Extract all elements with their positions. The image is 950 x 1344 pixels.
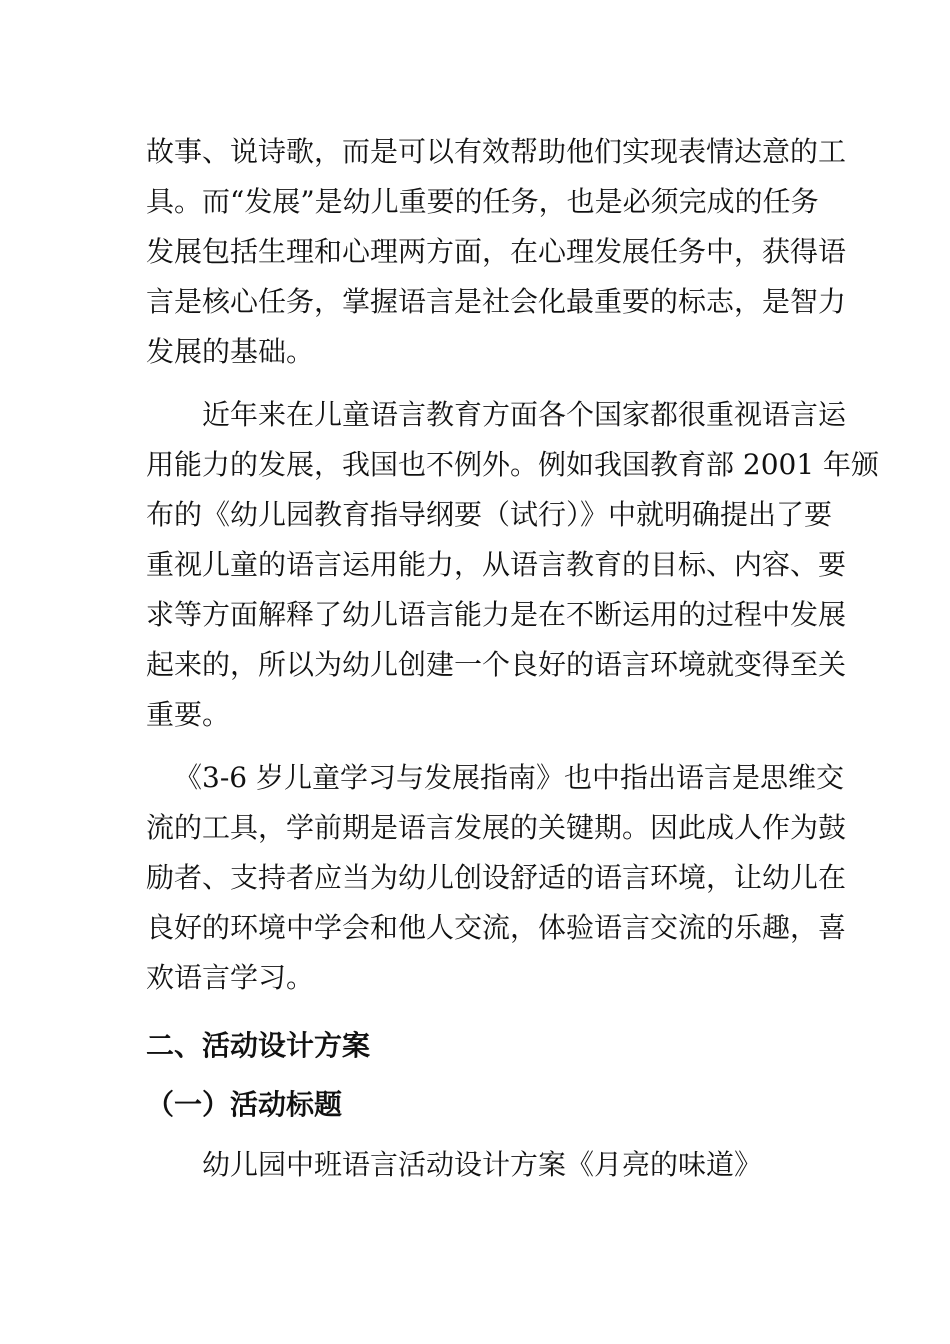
paragraph-2-line-5: 求等方面解释了幼儿语言能力是在不断运用的过程中发展: [146, 598, 847, 631]
paragraph-1-line-1: 故事、说诗歌，而是可以有效帮助他们实现表情达意的工: [146, 135, 847, 168]
paragraph-2-line-7: 重要。: [146, 698, 231, 731]
paragraph-2-line-4: 重视儿童的语言运用能力，从语言教育的目标、内容、要: [146, 548, 847, 581]
section-heading: 二、活动设计方案: [146, 1029, 371, 1062]
paragraph-1-line-4: 言是核心任务，掌握语言是社会化最重要的标志，是智力: [146, 285, 847, 318]
activity-title: 幼儿园中班语言活动设计方案《月亮的味道》: [202, 1148, 763, 1181]
paragraph-2-line-2: 用能力的发展，我国也不例外。例如我国教育部 2001 年颁: [146, 448, 880, 481]
paragraph-3-line-5: 欢语言学习。: [146, 961, 315, 994]
paragraph-3-line-2: 流的工具，学前期是语言发展的关键期。因此成人作为鼓: [146, 811, 847, 844]
paragraph-3-line-3: 励者、支持者应当为幼儿创设舒适的语言环境，让幼儿在: [146, 861, 847, 894]
paragraph-3-line-1: 《3-6 岁儿童学习与发展指南》也中指出语言是思维交: [174, 761, 844, 794]
paragraph-2-line-1: 近年来在儿童语言教育方面各个国家都很重视语言运: [202, 398, 847, 431]
paragraph-3-line-4: 良好的环境中学会和他人交流，体验语言交流的乐趣，喜: [146, 911, 847, 944]
subsection-heading: （一）活动标题: [146, 1088, 343, 1121]
paragraph-1-line-5: 发展的基础。: [146, 335, 315, 368]
paragraph-2-line-3: 布的《幼儿园教育指导纲要（试行）》中就明确提出了要: [146, 498, 833, 531]
paragraph-1-line-2: 具。而“发展”是幼儿重要的任务，也是必须完成的任务: [146, 185, 819, 218]
paragraph-1-line-3: 发展包括生理和心理两方面，在心理发展任务中，获得语: [146, 235, 847, 268]
paragraph-2-line-6: 起来的，所以为幼儿创建一个良好的语言环境就变得至关: [146, 648, 847, 681]
